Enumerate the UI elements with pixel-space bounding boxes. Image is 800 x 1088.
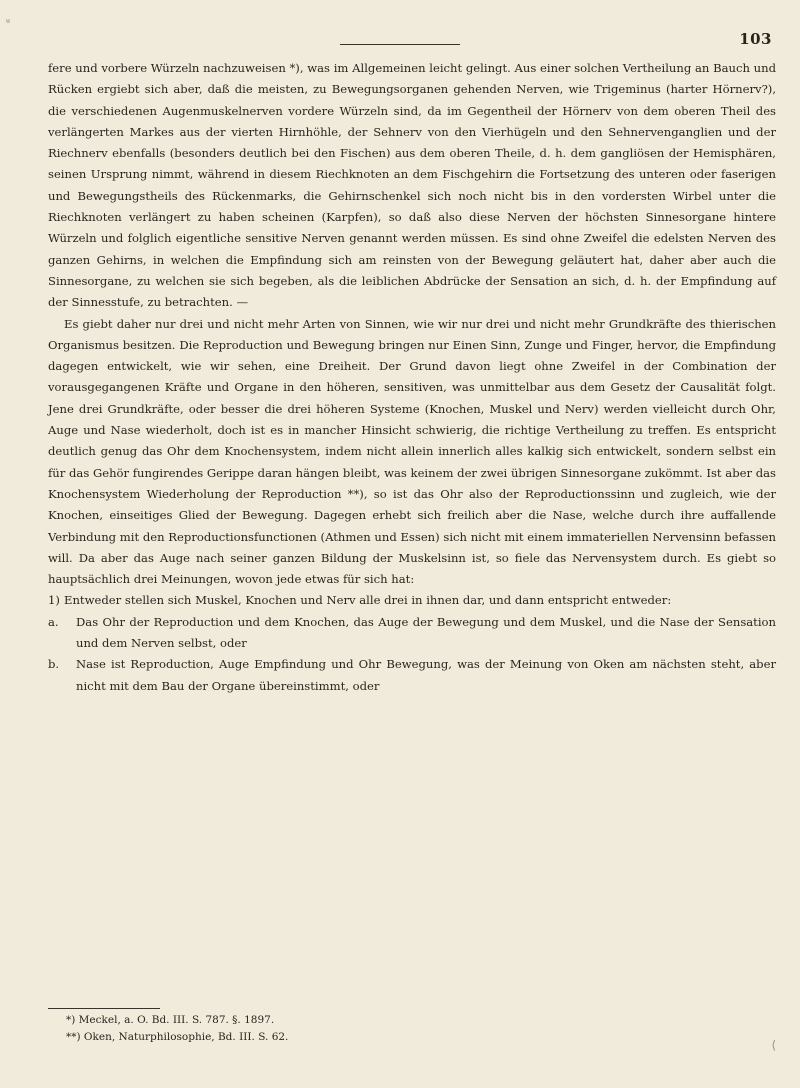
list-item-label: 1) <box>48 593 60 608</box>
paragraph: Es giebt daher nur drei und nicht mehr Arten von Sinnen, wie wir nur drei und nicht mehr Grundkräfte des thierischen Organismus besitzen. Die Reproduction und Bewegung bringen nur Einen Sinn, Zunge und Finger, hervor, die Empfindung dagegen entwickelt, wie wir sehen, eine Dreiheit. Der Grund davon liegt ohne Zweifel in der Combination der vorausgegangenen Kräfte und Organe in den höheren, sensitiven, was unmittelbar aus dem Gesetz der Causalität folgt. Jene drei Grundkräfte, oder besser die drei höheren Systeme (Knochen, Muskel und Nerv) werden vielleicht durch Ohr, Auge und Nase wiederholt, doch ist es in mancher Hinsicht schwierig, die richtige Vertheilung zu treffen. Es entspricht deutlich genug das Ohr dem Knochensystem, indem nicht allein innerlich alles kalkig sich entwickelt, sondern selbst ein für das Gehör fungirendes Gerippe daran hängen bleibt, was keinem der zwei übrigen Sinnesorgane zukömmt. Ist aber das Knochensystem Wiederholung der Reproduction **), so ist das Ohr also der Reproductionssinn und zugleich, wie der Knochen, einseitiges Glied der Bewegung. Dagegen erhebt sich freilich aber die Nase, welche durch ihre auffallende Verbindung mit den Reproductionsfunctionen (Athmen und Essen) sich nicht mit einem immateriellen Nervensinn befassen will. Da aber das Auge nach seiner ganzen Bildung der Muskelsinn ist, so fiele das Nervensystem durch. Es giebt so hauptsächlich drei Meinungen, wovon jede etwas für sich hat: <box>48 316 776 587</box>
list-item <box>48 590 776 611</box>
body-text <box>48 58 776 697</box>
list-item-text: Nase ist Reproduction, Auge Empfindung und Ohr Bewegung, was der Meinung von Oken am nächsten steht, aber nicht mit dem Bau der Organe übereinstimmt, oder <box>76 657 776 693</box>
corner-mark: ᵘ <box>6 18 10 29</box>
list-item-label: a. <box>48 614 59 629</box>
footnote: *) Meckel, a. O. Bd. III. S. 787. §. 1897. <box>66 1014 275 1026</box>
list-item <box>48 612 776 655</box>
header-rule <box>340 44 460 45</box>
footnote-rule <box>48 1008 160 1009</box>
paragraph: fere und vorbere Würzeln nachzuweisen *), was im Allgemeinen leicht gelingt. Aus einer solchen Vertheilung an Bauch und Rücken ergiebt sich aber, daß die meisten, zu Bewegungsorganen gehenden Nerven, wie Trigeminus (harter Hörnerv?), die verschiedenen Augenmuskelnerven vordere Würzeln sind, da im Gegentheil der Hörnerv von dem oberen Theil des verlängerten Markes aus der vierten Hirnhöhle, der Sehnerv von den Vierhügeln und den Sehnervenganglien und der Riechnerv ebenfalls (besonders deutlich bei den Fischen) aus dem oberen Theile, d. h. dem gangliösen der Hemisphären, seinen Ursprung nimmt, während in diesem Riechknoten an dem Fischgehirn die Fortsetzung des unteren oder faserigen und Bewegungstheils des Rückenmarks, die Gehirnschenkel sich noch nicht bis in den vordersten Wirbel unter die Riechknoten verlängert zu haben scheinen (Karpfen), so daß also diese Nerven der höchsten Sinnesorgane hintere Würzeln und folglich eigentliche sensitive Nerven genannt werden müssen. Es sind ohne Zweifel die edelsten Nerven des ganzen Gehirns, in welchen die Empfindung sich am reinsten von der Bewegung geläutert hat, daher aber auch die Sinnesorgane, zu welchen sie sich begeben, als die leiblichen Abdrücke der Sensation an sich, d. h. der Empfindung auf der Sinnesstufe, zu betrachten. — <box>48 61 776 310</box>
footnote: **) Oken, Naturphilosophie, Bd. III. S. 62. <box>66 1031 289 1043</box>
list-item-label: b. <box>48 657 60 672</box>
list-item-text: Entweder stellen sich Muskel, Knochen und Nerv alle drei in ihnen dar, und dann entspricht entweder: <box>64 593 672 608</box>
margin-mark: ⟨ <box>771 1038 776 1052</box>
footnotes <box>66 1012 766 1046</box>
list-item <box>48 654 776 697</box>
page-number: 103 <box>739 30 772 48</box>
list-item-text: Das Ohr der Reproduction und dem Knochen, das Auge der Bewegung und dem Muskel, und die Nase der Sensation und dem Nerven selbst, oder <box>76 614 776 651</box>
